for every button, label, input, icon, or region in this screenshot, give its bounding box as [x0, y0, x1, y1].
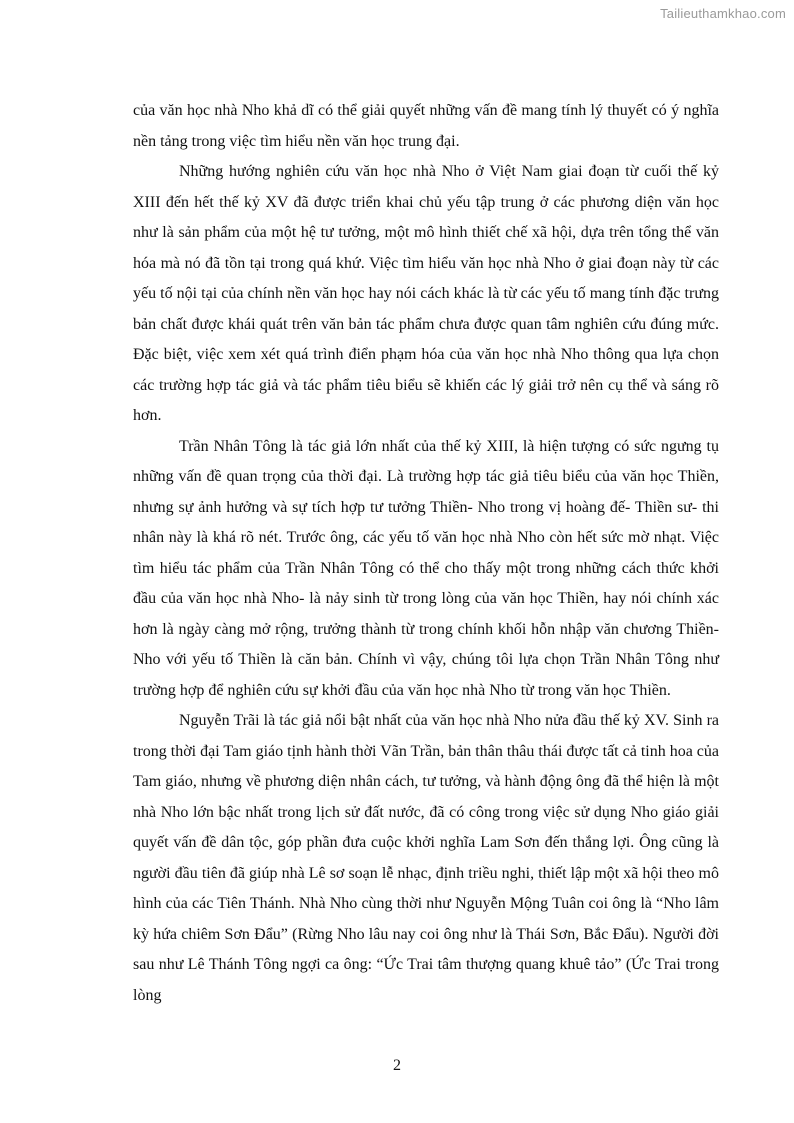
page-number: 2	[393, 1057, 401, 1074]
paragraph-continuation: của văn học nhà Nho khả dĩ có thể giải quyết những vấn đề mang tính lý thuyết có ý nghĩa nền tảng trong việc tìm hiểu nền văn học trung đại.	[133, 102, 719, 150]
paragraph-tran-nhan-tong: Trần Nhân Tông là tác giả lớn nhất của thế kỷ XIII, là hiện tượng có sức ngưng tụ những vấn đề quan trọng của thời đại. Là trường hợp tác giả tiêu biểu của văn học Thiền, nhưng sự ảnh hưởng và sự tích hợp tư tưởng Thiền- Nho trong vị hoàng đế- Thiền sư- thi nhân này là khá rõ nét. Trước ông, các yếu tố văn học nhà Nho còn hết sức mờ nhạt. Việc tìm hiểu tác phẩm của Trần Nhân Tông có thể cho thấy một trong những cách thức khởi đầu của văn học nhà Nho- là nảy sinh từ trong lòng của văn học Thiền, hay nói chính xác hơn là ngày càng mở rộng, trưởng thành từ trong chính khối hỗn nhập văn chương Thiền- Nho với yếu tố Thiền là căn bản. Chính vì vậy, chúng tôi lựa chọn Trần Nhân Tông như trường hợp để nghiên cứu sự khởi đầu của văn học nhà Nho từ trong văn học Thiền.	[133, 437, 719, 699]
document-body	[133, 96, 719, 1011]
watermark-text: Tailieuthamkhao.com	[660, 6, 786, 21]
paragraph-research-directions: Những hướng nghiên cứu văn học nhà Nho ở Việt Nam giai đoạn từ cuối thế kỷ XIII đến hết thế kỷ XV đã được triển khai chủ yếu tập trung ở các phương diện văn học như là sản phẩm của một hệ tư tưởng, một mô hình thiết chế xã hội, dựa trên tổng thể văn hóa mà nó đã tồn tại trong quá khứ. Việc tìm hiểu văn học nhà Nho ở giai đoạn này từ các yếu tố nội tại của chính nền văn học hay nói cách khác là từ các yếu tố mang tính đặc trưng bản chất được khái quát trên văn bản tác phẩm chưa được quan tâm nghiên cứu đúng mức. Đặc biệt, việc xem xét quá trình điển phạm hóa của văn học nhà Nho thông qua lựa chọn các trường hợp tác giả và tác phẩm tiêu biểu sẽ khiến các lý giải trở nên cụ thể và sáng rõ hơn.	[133, 163, 719, 424]
paragraph-nguyen-trai: Nguyễn Trãi là tác giả nổi bật nhất của văn học nhà Nho nửa đầu thế kỷ XV. Sinh ra trong thời đại Tam giáo tịnh hành thời Vãn Trần, bản thân thâu thái được tất cả tinh hoa của Tam giáo, nhưng về phương diện nhân cách, tư tưởng, và hành động ông đã thể hiện là một nhà Nho lớn bậc nhất trong lịch sử đất nước, đã có công trong việc sử dụng Nho giáo giải quyết vấn đề dân tộc, góp phần đưa cuộc khởi nghĩa Lam Sơn đến thắng lợi. Ông cũng là người đầu tiên đã giúp nhà Lê sơ soạn lễ nhạc, định triều nghi, thiết lập một xã hội theo mô hình của các Tiên Thánh. Nhà Nho cùng thời như Nguyễn Mộng Tuân coi ông là “Nho lâm kỳ hứa chiêm Sơn Đẩu” (Rừng Nho lâu nay coi ông như là Thái Sơn, Bắc Đẩu). Người đời sau như Lê Thánh Tông ngợi ca ông: “Ức Trai tâm thượng quang khuê tảo” (Ức Trai trong lòng	[133, 712, 720, 1004]
